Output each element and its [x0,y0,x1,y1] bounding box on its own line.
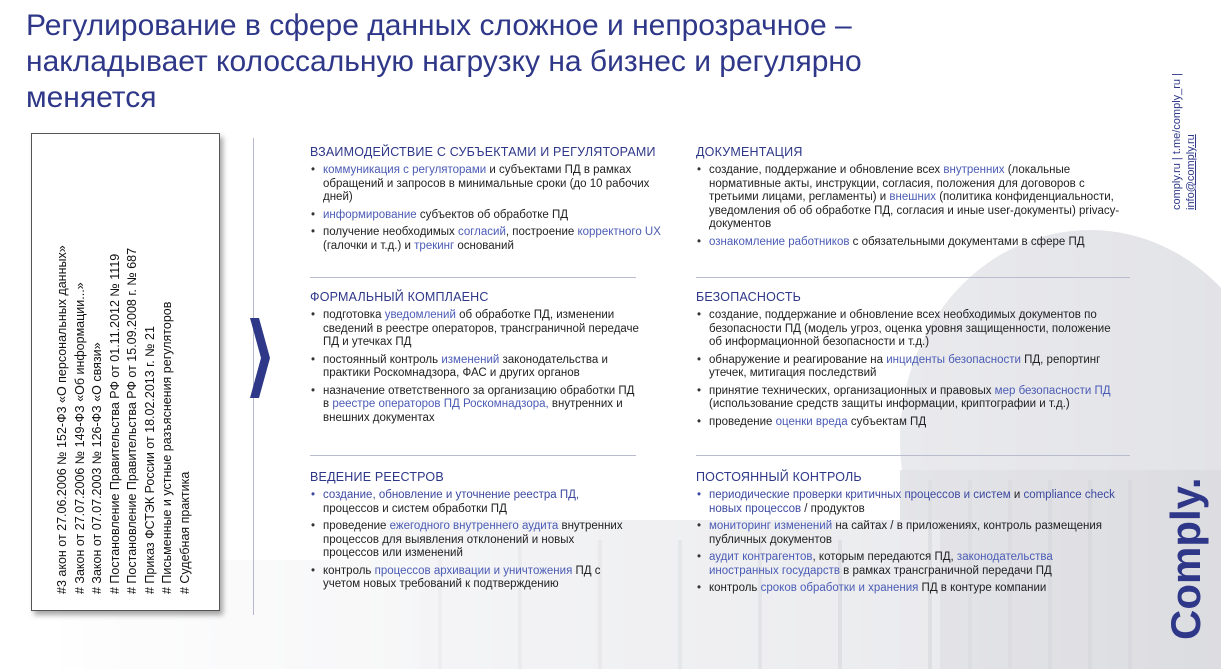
section-interaction [310,145,680,257]
horizontal-divider [310,277,636,278]
law-item: # Письменные и устные разъяснения регуляторов [160,301,174,594]
list-item: • создание, обновление и уточнение реестра ПД, процессов и систем обработки ПД [310,489,630,516]
list-item: • назначение ответственного за организацию обработки ПД в реестре операторов ПД Роскомнадзора, внутренних и внешних документах [310,385,640,426]
list-item: • получение необходимых согласий, построение корректного UX (галочки и т.д.) и трекинг оснований [310,226,680,253]
list-item: • аудит контрагентов, которым передаются ПД, законодательства иностранных государств в рамках трансграничной передачи ПД [696,551,1116,578]
section-control [696,470,1136,600]
section-registries [310,470,680,596]
list-item: • контроль сроков обработки и хранения ПД в контуре компании [696,582,1116,596]
section-title: БЕЗОПАСНОСТЬ [696,290,802,304]
section-title: ВЕДЕНИЕ РЕЕСТРОВ [310,470,444,484]
section-security [696,290,1136,433]
list-item: • создание, поддержание и обновление всех внутренних (локальные нормативные акты, инструкции, согласия, положения для договоров с третьими лицами, регламенты) и внешних (политика конфиденциальности, уведомления об об обработке ПД, согласия и иные user-документы) privacy-документов [696,164,1126,232]
section-compliance [310,290,680,429]
list-item: • создание, поддержание и обновление всех необходимых документов по безопасности ПД (модель угроз, оценка уровня защищенности, положение об информационной безопасности и т.д.) [696,309,1126,350]
telegram-link[interactable]: t.me/comply_ru [1171,78,1183,155]
section-title: ФОРМАЛЬНЫЙ КОМПЛАЕНС [310,290,489,304]
chevron-right-icon [248,318,272,398]
list-item: • обнаружение и реагирование на инциденты безопасности ПД, репортинг утечек, митигация последствий [696,354,1126,381]
list-item: • информирование субъектов об обработке ПД [310,209,680,223]
law-item: # Приказ ФСТЭК России от 18.02.2013 г. № 21 [142,326,157,594]
list-item: • принятие технических, организационных и правовых мер безопасности ПД (использование средств защиты информации, криптографии и т.д.) [696,385,1126,412]
section-title: ВЗАИМОДЕЙСТВИЕ С СУБЪЕКТАМИ И РЕГУЛЯТОРАМИ [310,145,656,159]
section-title: ПОСТОЯННЫЙ КОНТРОЛЬ [696,470,862,484]
law-item: # Судебная практика [177,471,192,594]
law-item: #3 акон от 27.06.2006 № 152-Ф3 «О персональных данных» [55,245,69,594]
section-title: ДОКУМЕНТАЦИЯ [696,145,803,159]
list-item: • проведение ежегодного внутреннего аудита внутренних процессов для выявления отклонений и новых процессов или изменений [310,520,630,561]
laws-box [31,133,220,611]
law-item: # Постановление Правительства РФ от 01.11.2012 № 1119 [107,253,122,594]
section-documentation [696,145,1136,253]
list-item: • проведение оценки вреда субъектам ПД [696,416,1126,430]
list-item: • коммуникация с регуляторами и субъектами ПД в рамках обращений и запросов в минимальные сроки (до 10 рабочих дней) [310,164,680,205]
law-item: # Закон от 27.07.2006 № 149-ФЗ «Об информации...» [72,282,87,594]
list-item: • подготовка уведомлений об обработке ПД, изменении сведений в реестре операторов, трансграничной передаче ПД и утечках ПД [310,309,640,350]
list-item: • постоянный контроль изменений законодательства и практики Роскомнадзора, ФАС и других органов [310,354,640,381]
laws-list [54,154,194,594]
comply-logo: Comply. [1162,477,1209,640]
list-item: • ознакомление работников с обязательными документами в сфере ПД [696,236,1126,250]
list-item: • мониторинг изменений на сайтах / в приложениях, контроль размещения публичных документов [696,520,1116,547]
list-item: • контроль процессов архивации и уничтожения ПД с учетом новых требований к подтверждению [310,565,630,592]
page-title: Регулирование в сфере данных сложное и непрозрачное – накладывает колоссальную нагрузку на бизнес и регулярно меняется [26,9,862,114]
horizontal-divider [696,455,1130,456]
list-item: • периодические проверки критичных процессов и систем и compliance check новых процессов / продуктов [696,489,1116,516]
website-link[interactable]: comply.ru [1171,163,1183,210]
contacts-block: comply.ru | t.me/comply_ru | info@comply.ru [1171,73,1197,210]
horizontal-divider [696,277,1130,278]
horizontal-divider [310,455,636,456]
law-item: # Постановление Правительства РФ от 15.09.2008 г. № 687 [125,247,139,594]
email-link[interactable]: info@comply.ru [1185,134,1197,210]
law-item: # Закон от 07.07.2003 № 126-ФЗ «О связи» [90,342,104,594]
